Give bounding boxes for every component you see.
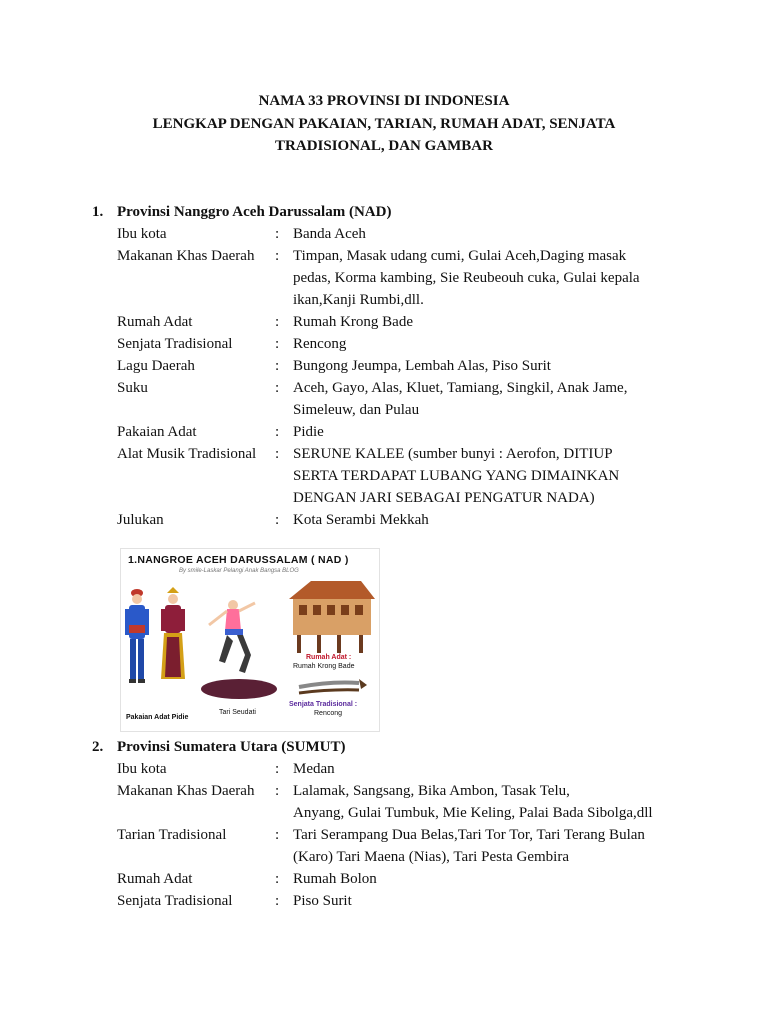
field-value-line: Tari Serampang Dua Belas,Tari Tor Tor, Tari Terang Bulan bbox=[293, 827, 645, 843]
field-label: Senjata Tradisional bbox=[117, 893, 233, 909]
field-colon: : bbox=[275, 248, 280, 264]
field-value bbox=[293, 509, 693, 531]
field-colon: : bbox=[275, 893, 280, 909]
document-title-line-2: LENGKAP DENGAN PAKAIAN, TARIAN, RUMAH ADAT, SENJATA bbox=[152, 116, 616, 132]
field-value-line: Rumah Bolon bbox=[293, 871, 377, 887]
field-colon: : bbox=[275, 783, 280, 799]
illustration-title: 1.NANGROE ACEH DARUSSALAM ( NAD ) bbox=[128, 554, 349, 566]
field-value-line: SERUNE KALEE (sumber bunyi : Aerofon, DITIUP bbox=[293, 446, 613, 462]
field-colon: : bbox=[275, 226, 280, 242]
field-label: Rumah Adat bbox=[117, 871, 193, 887]
field-value-line: Banda Aceh bbox=[293, 226, 366, 242]
field-label: Julukan bbox=[117, 512, 164, 528]
field-label: Lagu Daerah bbox=[117, 358, 195, 374]
field-label: Senjata Tradisional bbox=[117, 336, 233, 352]
field-value-line: Bungong Jeumpa, Lembah Alas, Piso Surit bbox=[293, 358, 551, 374]
field-label: Makanan Khas Daerah bbox=[117, 248, 255, 264]
field-value bbox=[293, 758, 693, 780]
field-colon: : bbox=[275, 336, 280, 352]
field-label: Makanan Khas Daerah bbox=[117, 783, 255, 799]
caption-pakaian-adat: Pakaian Adat Pidie bbox=[126, 714, 189, 721]
field-value-line: Aceh, Gayo, Alas, Kluet, Tamiang, Singkil, Anak Jame, bbox=[293, 380, 628, 396]
section-heading-2 bbox=[92, 736, 345, 758]
field-colon: : bbox=[275, 761, 280, 777]
field-value bbox=[293, 355, 693, 377]
field-colon: : bbox=[275, 871, 280, 887]
field-value bbox=[293, 443, 693, 509]
field-colon: : bbox=[275, 424, 280, 440]
caption-tari: Tari Seudati bbox=[219, 709, 256, 716]
man-figure-icon bbox=[125, 589, 149, 683]
aceh-illustration bbox=[120, 548, 380, 732]
field-value-line: ikan,Kanji Rumbi,dll. bbox=[293, 292, 424, 308]
field-colon: : bbox=[275, 380, 280, 396]
field-value-line: Rumah Krong Bade bbox=[293, 314, 413, 330]
field-value bbox=[293, 421, 693, 443]
field-value-line: Anyang, Gulai Tumbuk, Mie Keling, Palai Bada Sibolga,dll bbox=[293, 805, 653, 821]
caption-rumah-adat-label: Rumah Adat : bbox=[306, 654, 352, 661]
field-value bbox=[293, 890, 693, 912]
woman-figure-icon bbox=[161, 587, 185, 679]
field-colon: : bbox=[275, 446, 280, 462]
field-value-line: pedas, Korma kambing, Sie Reubeouh cuka, Gulai kepala bbox=[293, 270, 640, 286]
field-value bbox=[293, 311, 693, 333]
field-value bbox=[293, 868, 693, 890]
field-value-line: Kota Serambi Mekkah bbox=[293, 512, 429, 528]
dancer-figure-icon bbox=[201, 600, 277, 699]
field-value-line: Piso Surit bbox=[293, 893, 352, 909]
field-colon: : bbox=[275, 827, 280, 843]
field-colon: : bbox=[275, 512, 280, 528]
field-label: Rumah Adat bbox=[117, 314, 193, 330]
field-colon: : bbox=[275, 314, 280, 330]
section-title: Provinsi Nanggro Aceh Darussalam (NAD) bbox=[117, 204, 392, 220]
rencong-icon bbox=[299, 679, 367, 693]
field-label: Tarian Tradisional bbox=[117, 827, 227, 843]
section-number: 1. bbox=[92, 204, 104, 220]
section-number: 2. bbox=[92, 739, 104, 755]
field-label: Ibu kota bbox=[117, 761, 167, 777]
field-value bbox=[293, 333, 693, 355]
field-value-line: Simeleuw, dan Pulau bbox=[293, 402, 420, 418]
field-value-line: Timpan, Masak udang cumi, Gulai Aceh,Daging masak bbox=[293, 248, 627, 264]
field-colon: : bbox=[275, 358, 280, 374]
field-label: Pakaian Adat bbox=[117, 424, 197, 440]
caption-rumah-adat-name: Rumah Krong Bade bbox=[293, 663, 355, 670]
field-value bbox=[293, 780, 693, 824]
field-value bbox=[293, 824, 693, 868]
section-heading-1 bbox=[92, 201, 391, 223]
field-value bbox=[293, 245, 693, 311]
field-value-line: Medan bbox=[293, 761, 335, 777]
field-value-line: (Karo) Tari Maena (Nias), Tari Pesta Gembira bbox=[293, 849, 569, 865]
field-label: Ibu kota bbox=[117, 226, 167, 242]
document-title-line-3: TRADISIONAL, DAN GAMBAR bbox=[275, 138, 493, 154]
field-value-line: DENGAN JARI SEBAGAI PENGATUR NADA) bbox=[293, 490, 595, 506]
field-value-line: Pidie bbox=[293, 424, 324, 440]
caption-senjata-label: Senjata Tradisional : bbox=[289, 701, 358, 708]
field-label: Alat Musik Tradisional bbox=[117, 446, 257, 462]
rumah-adat-icon bbox=[289, 581, 375, 653]
illustration-subtitle: By smile-Laskar Pelangi Anak Bangsa BLOG bbox=[179, 568, 299, 574]
field-value bbox=[293, 223, 693, 245]
field-value-line: Lalamak, Sangsang, Bika Ambon, Tasak Telu, bbox=[293, 783, 570, 799]
section-title: Provinsi Sumatera Utara (SUMUT) bbox=[117, 739, 346, 755]
caption-senjata-name: Rencong bbox=[314, 710, 343, 717]
field-value bbox=[293, 377, 693, 421]
field-label: Suku bbox=[117, 380, 148, 396]
field-value-line: SERTA TERDAPAT LUBANG YANG DIMAINKAN bbox=[293, 468, 620, 484]
field-value-line: Rencong bbox=[293, 336, 347, 352]
document-title-line-1: NAMA 33 PROVINSI DI INDONESIA bbox=[258, 93, 510, 109]
